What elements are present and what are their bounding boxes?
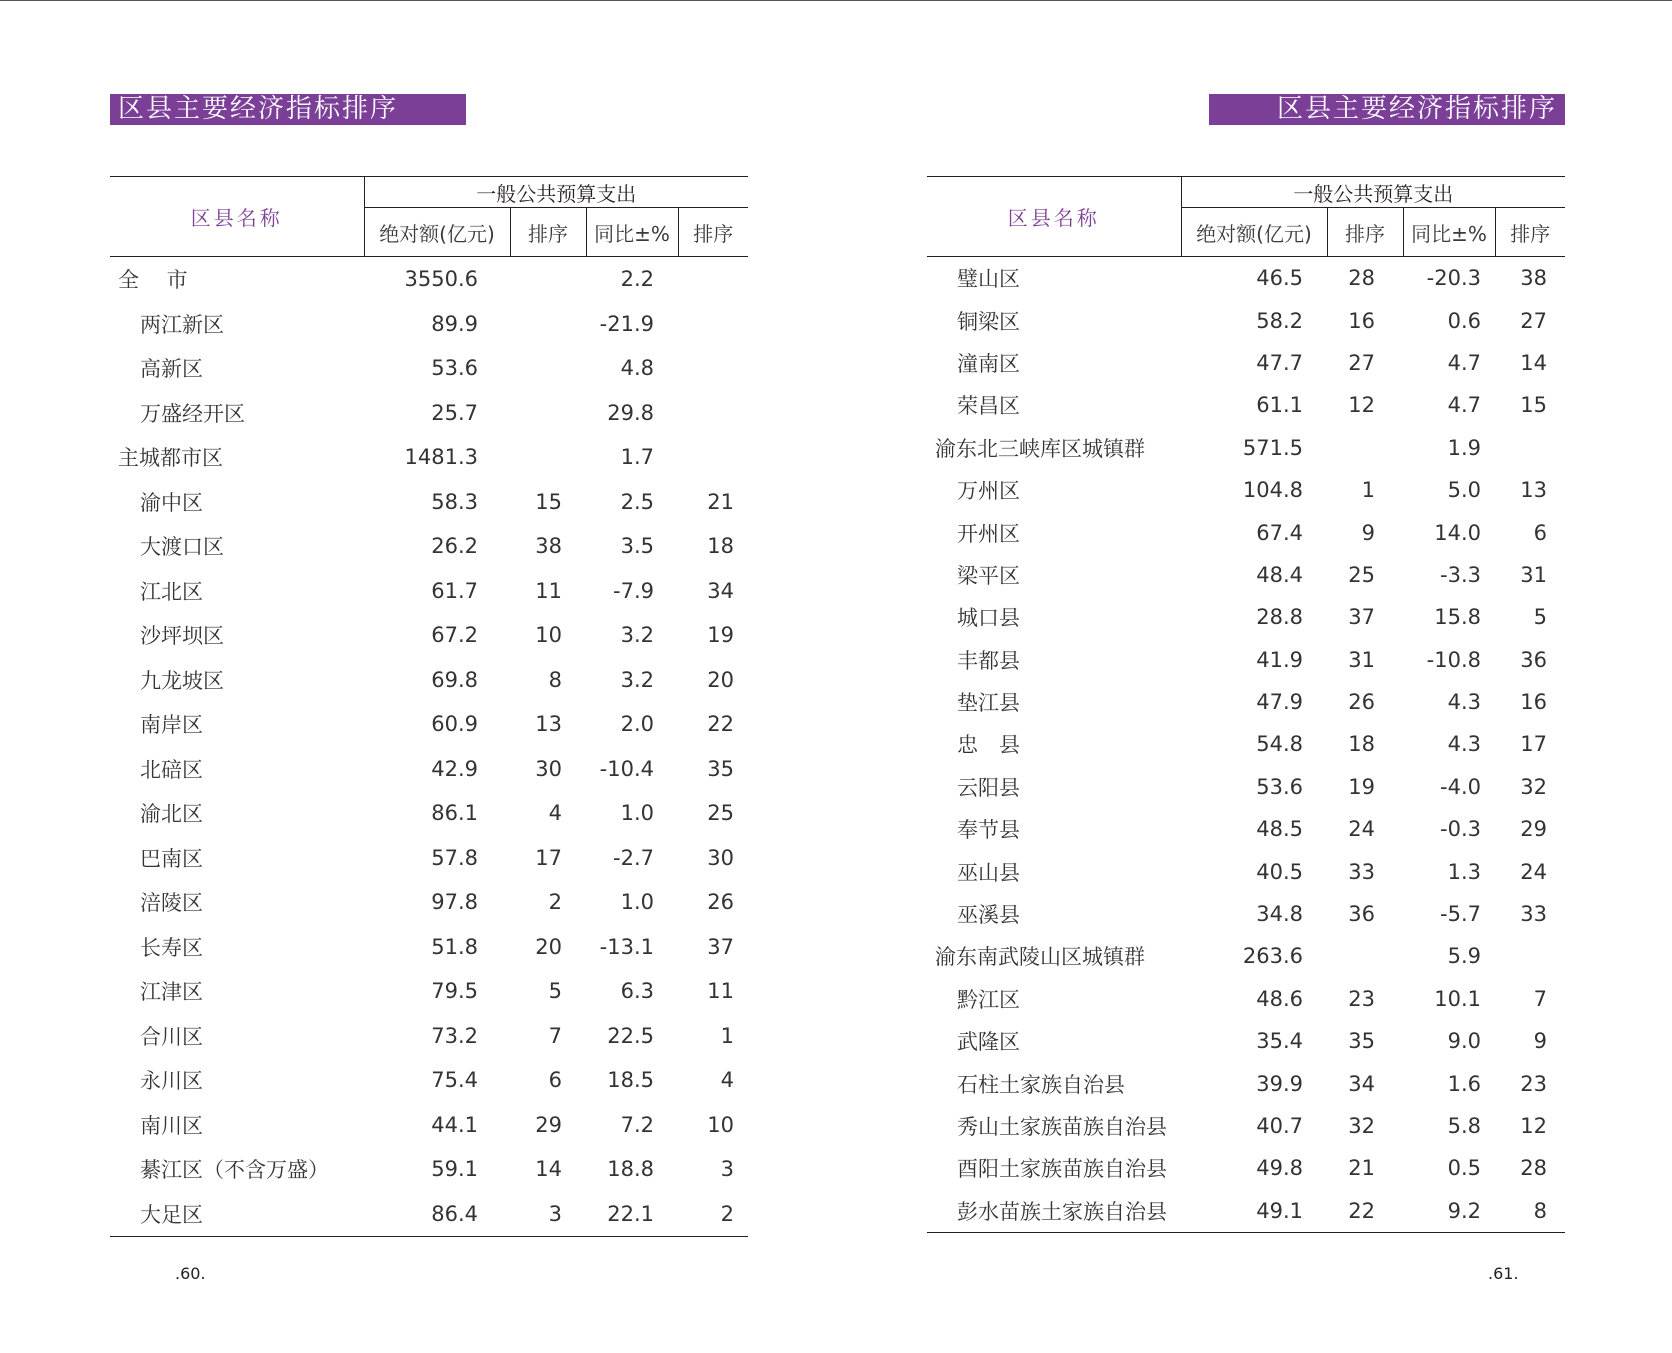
yoy-change-cell: 4.7 xyxy=(1447,350,1481,375)
column-header-rank: 排序 xyxy=(510,208,586,257)
rank-cell: 16 xyxy=(1348,308,1375,333)
absolute-amount-cell: 58.3 xyxy=(431,489,478,514)
district-name-cell: 开州区 xyxy=(957,521,1020,546)
rank-cell: 37 xyxy=(1348,605,1375,630)
absolute-amount-cell: 58.2 xyxy=(1256,308,1303,333)
table-row xyxy=(927,978,1565,1020)
district-name-cell: 江津区 xyxy=(140,980,203,1005)
yoy-change-cell: 0.6 xyxy=(1447,308,1481,333)
absolute-amount-cell: 49.1 xyxy=(1181,1190,1327,1233)
rank-cell: 33 xyxy=(1348,859,1375,884)
district-name-cell: 垫江县 xyxy=(957,691,1020,716)
rank-cell: 24 xyxy=(1348,817,1375,842)
yoy-change-cell: -3.3 xyxy=(1440,562,1481,587)
absolute-amount-cell: 67.4 xyxy=(1256,520,1303,545)
absolute-amount-cell: 42.9 xyxy=(431,756,478,781)
table-row xyxy=(927,257,1565,300)
absolute-amount-cell: 44.1 xyxy=(431,1112,478,1137)
table-row xyxy=(110,435,748,480)
rank-cell: 37 xyxy=(707,934,734,959)
district-name-cell: 万盛经开区 xyxy=(140,401,245,426)
table-body xyxy=(927,257,1565,1233)
rank-cell: 5 xyxy=(1533,605,1547,630)
table-row xyxy=(110,302,748,347)
table-row xyxy=(110,1147,748,1192)
rank-cell: 5 xyxy=(548,979,562,1004)
rank-cell: 19 xyxy=(1348,774,1375,799)
district-name-cell: 巫山县 xyxy=(957,860,1020,885)
yoy-change-cell: 5.0 xyxy=(1447,478,1481,503)
yoy-change-cell: -10.8 xyxy=(1426,647,1481,672)
district-name-cell: 主城都市区 xyxy=(118,446,223,471)
district-name-cell: 梁平区 xyxy=(957,563,1020,588)
rank-cell: 1 xyxy=(1361,478,1375,503)
rank-cell: 36 xyxy=(1348,902,1375,927)
table-row xyxy=(110,880,748,925)
page-number: .60. xyxy=(175,1264,206,1283)
table-row xyxy=(110,346,748,391)
district-name-cell: 江北区 xyxy=(140,579,203,604)
rank-cell: 16 xyxy=(1520,690,1547,715)
table-row xyxy=(927,1105,1565,1147)
rank-cell: 12 xyxy=(1348,393,1375,418)
column-header-name: 区县名称 xyxy=(110,177,364,257)
table-row xyxy=(110,257,748,302)
absolute-amount-cell: 28.8 xyxy=(1256,605,1303,630)
rank-cell: 10 xyxy=(707,1112,734,1137)
district-name-cell: 石柱土家族自治县 xyxy=(957,1072,1125,1097)
rank-cell: 35 xyxy=(707,756,734,781)
rank-cell: 31 xyxy=(1520,562,1547,587)
yoy-change-cell: 3.2 xyxy=(620,667,654,692)
rank-cell: 35 xyxy=(1348,1029,1375,1054)
table-row xyxy=(110,1103,748,1148)
table-row xyxy=(927,808,1565,850)
yoy-change-cell: 3.5 xyxy=(620,534,654,559)
district-name-cell: 南川区 xyxy=(140,1113,203,1138)
absolute-amount-cell: 48.5 xyxy=(1256,817,1303,842)
yoy-change-cell: 1.0 xyxy=(620,801,654,826)
absolute-amount-cell: 69.8 xyxy=(431,667,478,692)
district-name-cell: 高新区 xyxy=(140,357,203,382)
rank-cell: 27 xyxy=(1520,308,1547,333)
yoy-change-cell: 7.2 xyxy=(620,1112,654,1137)
rank-cell: 11 xyxy=(535,578,562,603)
absolute-amount-cell: 39.9 xyxy=(1256,1071,1303,1096)
column-header-rank: 排序 xyxy=(1495,208,1565,257)
district-name-cell: 黔江区 xyxy=(957,987,1020,1012)
yoy-change-cell: 2.2 xyxy=(620,267,654,292)
column-header-rank: 排序 xyxy=(678,208,748,257)
rank-cell: 4 xyxy=(720,1068,734,1093)
district-name-cell: 北碚区 xyxy=(140,757,203,782)
rank-cell xyxy=(678,391,748,436)
yoy-change-cell: 1.0 xyxy=(620,890,654,915)
absolute-amount-cell: 89.9 xyxy=(431,311,478,336)
district-name-cell: 巫溪县 xyxy=(957,903,1020,928)
absolute-amount-cell: 86.1 xyxy=(431,801,478,826)
district-name-cell: 彭水苗族土家族自治县 xyxy=(927,1190,1181,1233)
rank-cell: 26 xyxy=(1348,690,1375,715)
district-name-cell: 璧山区 xyxy=(957,267,1020,292)
table-row xyxy=(927,554,1565,596)
rank-cell: 29 xyxy=(1520,817,1547,842)
absolute-amount-cell: 51.8 xyxy=(431,934,478,959)
district-name-cell: 九龙坡区 xyxy=(140,668,224,693)
rank-cell: 7 xyxy=(548,1023,562,1048)
rank-cell: 30 xyxy=(535,756,562,781)
district-name-cell: 武隆区 xyxy=(957,1030,1020,1055)
table-row xyxy=(927,1190,1565,1233)
rank-cell: 3 xyxy=(510,1192,586,1237)
rank-cell: 14 xyxy=(535,1157,562,1182)
yoy-change-cell: 1.7 xyxy=(620,445,654,470)
absolute-amount-cell: 25.7 xyxy=(431,400,478,425)
absolute-amount-cell: 26.2 xyxy=(431,534,478,559)
rank-cell xyxy=(1327,935,1403,977)
rank-cell xyxy=(510,391,586,436)
yoy-change-cell: 15.8 xyxy=(1434,605,1481,630)
rank-cell: 6 xyxy=(548,1068,562,1093)
column-header-rank: 排序 xyxy=(1327,208,1403,257)
table-row xyxy=(927,1020,1565,1062)
rank-cell xyxy=(1495,935,1565,977)
rank-cell xyxy=(510,257,586,302)
absolute-amount-cell: 75.4 xyxy=(431,1068,478,1093)
yoy-change-cell: 5.8 xyxy=(1447,1114,1481,1138)
rank-cell xyxy=(678,435,748,480)
rank-cell xyxy=(510,302,586,347)
absolute-amount-cell: 97.8 xyxy=(431,890,478,915)
absolute-amount-cell: 571.5 xyxy=(1242,435,1303,460)
rank-cell: 32 xyxy=(1348,1114,1375,1138)
district-name-cell: 永川区 xyxy=(140,1069,203,1094)
absolute-amount-cell: 35.4 xyxy=(1256,1029,1303,1054)
district-name-cell: 云阳县 xyxy=(957,775,1020,800)
page-number: .61. xyxy=(1488,1264,1519,1283)
rank-cell: 15 xyxy=(1520,393,1547,418)
rank-cell xyxy=(510,435,586,480)
absolute-amount-cell: 40.5 xyxy=(1256,859,1303,884)
rank-cell: 3 xyxy=(720,1157,734,1182)
table-row xyxy=(927,427,1565,469)
rank-cell: 38 xyxy=(1520,266,1547,291)
district-name-cell: 荣昌区 xyxy=(957,394,1020,419)
table-row xyxy=(927,723,1565,765)
rank-cell: 6 xyxy=(1533,520,1547,545)
column-header-yoy: 同比±% xyxy=(1403,208,1495,257)
district-name-cell: 全 市 xyxy=(118,268,188,293)
rank-cell xyxy=(510,346,586,391)
budget-table-left xyxy=(110,176,748,1237)
absolute-amount-cell: 41.9 xyxy=(1256,647,1303,672)
district-name-cell: 奉节县 xyxy=(957,818,1020,843)
rank-cell xyxy=(678,346,748,391)
budget-table-right xyxy=(927,176,1565,1233)
table-row xyxy=(110,1014,748,1059)
table-row xyxy=(927,511,1565,553)
yoy-change-cell: 4.3 xyxy=(1447,690,1481,715)
rank-cell: 8 xyxy=(1495,1190,1565,1233)
rank-cell: 18 xyxy=(1348,732,1375,757)
district-name-cell: 丰都县 xyxy=(957,648,1020,673)
rank-cell: 24 xyxy=(1520,859,1547,884)
rank-cell xyxy=(678,257,748,302)
column-group-header: 一般公共预算支出 xyxy=(364,177,748,208)
yoy-change-cell: 5.9 xyxy=(1447,944,1481,969)
rank-cell: 13 xyxy=(535,712,562,737)
district-name-cell: 铜梁区 xyxy=(957,309,1020,334)
absolute-amount-cell: 79.5 xyxy=(431,979,478,1004)
rank-cell: 38 xyxy=(535,534,562,559)
table-row xyxy=(927,384,1565,426)
absolute-amount-cell: 48.6 xyxy=(1256,986,1303,1011)
yoy-change-cell: 2.0 xyxy=(620,712,654,737)
rank-cell: 12 xyxy=(1520,1114,1547,1138)
rank-cell: 34 xyxy=(1348,1071,1375,1096)
column-header-absolute: 绝对额(亿元) xyxy=(364,208,510,257)
rank-cell xyxy=(1495,427,1565,469)
yoy-change-cell: -7.9 xyxy=(613,578,654,603)
column-header-absolute: 绝对额(亿元) xyxy=(1181,208,1327,257)
district-name-cell: 两江新区 xyxy=(140,312,224,337)
rank-cell: 25 xyxy=(1348,562,1375,587)
table-row xyxy=(110,1192,748,1237)
rank-cell xyxy=(1327,427,1403,469)
rank-cell: 25 xyxy=(707,801,734,826)
yoy-change-cell: 2.5 xyxy=(620,489,654,514)
table-row xyxy=(110,791,748,836)
table-row xyxy=(927,342,1565,384)
column-group-header: 一般公共预算支出 xyxy=(1181,177,1565,208)
table-row xyxy=(927,1147,1565,1189)
absolute-amount-cell: 57.8 xyxy=(431,845,478,870)
rank-cell: 19 xyxy=(707,623,734,648)
table-row xyxy=(927,893,1565,935)
rank-cell: 22 xyxy=(707,712,734,737)
rank-cell: 22 xyxy=(1327,1190,1403,1233)
yoy-change-cell: 22.1 xyxy=(586,1192,678,1237)
table-row xyxy=(110,836,748,881)
yoy-change-cell: 9.2 xyxy=(1403,1190,1495,1233)
yoy-change-cell: -20.3 xyxy=(1426,266,1481,291)
yoy-change-cell: 18.5 xyxy=(607,1068,654,1093)
yoy-change-cell: 4.7 xyxy=(1447,393,1481,418)
yoy-change-cell: -21.9 xyxy=(599,311,654,336)
absolute-amount-cell: 73.2 xyxy=(431,1023,478,1048)
district-name-cell: 秀山土家族苗族自治县 xyxy=(957,1115,1167,1139)
district-name-cell: 涪陵区 xyxy=(140,891,203,916)
district-name-cell: 渝东南武陵山区城镇群 xyxy=(935,945,1145,970)
yoy-change-cell: 9.0 xyxy=(1447,1029,1481,1054)
yoy-change-cell: 4.3 xyxy=(1447,732,1481,757)
yoy-change-cell: -13.1 xyxy=(599,934,654,959)
rank-cell: 29 xyxy=(535,1112,562,1137)
rank-cell: 28 xyxy=(1520,1156,1547,1181)
rank-cell: 2 xyxy=(548,890,562,915)
district-name-cell: 大渡口区 xyxy=(140,535,224,560)
rank-cell: 8 xyxy=(548,667,562,692)
yoy-change-cell: 22.5 xyxy=(607,1023,654,1048)
district-name-cell: 沙坪坝区 xyxy=(140,624,224,649)
rank-cell: 15 xyxy=(535,489,562,514)
table-row xyxy=(110,613,748,658)
table-row xyxy=(110,480,748,525)
table-row xyxy=(927,299,1565,341)
yoy-change-cell: 6.3 xyxy=(620,979,654,1004)
table-row xyxy=(110,391,748,436)
rank-cell: 31 xyxy=(1348,647,1375,672)
rank-cell: 1 xyxy=(720,1023,734,1048)
rank-cell: 30 xyxy=(707,845,734,870)
absolute-amount-cell: 263.6 xyxy=(1242,944,1303,969)
yoy-change-cell: 0.5 xyxy=(1447,1156,1481,1181)
rank-cell: 17 xyxy=(535,845,562,870)
rank-cell: 32 xyxy=(1520,774,1547,799)
absolute-amount-cell: 53.6 xyxy=(431,356,478,381)
rank-cell: 28 xyxy=(1348,266,1375,291)
absolute-amount-cell: 46.5 xyxy=(1256,266,1303,291)
rank-cell: 21 xyxy=(707,489,734,514)
absolute-amount-cell: 53.6 xyxy=(1256,774,1303,799)
absolute-amount-cell: 3550.6 xyxy=(404,267,478,292)
yoy-change-cell: 14.0 xyxy=(1434,520,1481,545)
table-row xyxy=(927,681,1565,723)
rank-cell: 11 xyxy=(707,979,734,1004)
absolute-amount-cell: 48.4 xyxy=(1256,562,1303,587)
rank-cell: 34 xyxy=(707,578,734,603)
table-row xyxy=(927,596,1565,638)
rank-cell: 10 xyxy=(535,623,562,648)
absolute-amount-cell: 1481.3 xyxy=(404,445,478,470)
absolute-amount-cell: 61.1 xyxy=(1256,393,1303,418)
district-name-cell: 酉阳土家族苗族自治县 xyxy=(957,1157,1167,1182)
table-row xyxy=(110,925,748,970)
absolute-amount-cell: 67.2 xyxy=(431,623,478,648)
absolute-amount-cell: 60.9 xyxy=(431,712,478,737)
page-left xyxy=(110,0,748,1353)
district-name-cell: 渝东北三峡库区城镇群 xyxy=(935,436,1145,461)
table-row xyxy=(927,469,1565,511)
district-name-cell: 巴南区 xyxy=(140,846,203,871)
district-name-cell: 大足区 xyxy=(110,1192,364,1237)
rank-cell: 9 xyxy=(1533,1029,1547,1054)
absolute-amount-cell: 49.8 xyxy=(1256,1156,1303,1181)
rank-cell: 21 xyxy=(1348,1156,1375,1181)
absolute-amount-cell: 47.9 xyxy=(1256,690,1303,715)
absolute-amount-cell: 61.7 xyxy=(431,578,478,603)
yoy-change-cell: -0.3 xyxy=(1440,817,1481,842)
yoy-change-cell: 10.1 xyxy=(1434,986,1481,1011)
district-name-cell: 渝北区 xyxy=(140,802,203,827)
rank-cell: 23 xyxy=(1520,1071,1547,1096)
table-row xyxy=(927,639,1565,681)
rank-cell: 17 xyxy=(1520,732,1547,757)
district-name-cell: 合川区 xyxy=(140,1024,203,1049)
rank-cell: 18 xyxy=(707,534,734,559)
yoy-change-cell: 3.2 xyxy=(620,623,654,648)
table-row xyxy=(110,1058,748,1103)
rank-cell: 7 xyxy=(1533,986,1547,1011)
table-row xyxy=(110,658,748,703)
district-name-cell: 城口县 xyxy=(957,606,1020,631)
column-header-yoy: 同比±% xyxy=(586,208,678,257)
district-name-cell: 渝中区 xyxy=(140,490,203,515)
section-title: 区县主要经济指标排序 xyxy=(110,94,466,125)
table-row xyxy=(110,969,748,1014)
table-row xyxy=(927,935,1565,977)
section-title: 区县主要经济指标排序 xyxy=(1209,94,1565,125)
yoy-change-cell: -5.7 xyxy=(1440,902,1481,927)
rank-cell: 23 xyxy=(1348,986,1375,1011)
yoy-change-cell: 1.6 xyxy=(1447,1071,1481,1096)
rank-cell: 13 xyxy=(1520,478,1547,503)
rank-cell: 2 xyxy=(678,1192,748,1237)
district-name-cell: 长寿区 xyxy=(140,935,203,960)
rank-cell: 4 xyxy=(548,801,562,826)
rank-cell: 9 xyxy=(1361,520,1375,545)
absolute-amount-cell: 47.7 xyxy=(1256,350,1303,375)
rank-cell: 33 xyxy=(1520,902,1547,927)
absolute-amount-cell: 40.7 xyxy=(1256,1114,1303,1138)
table-row xyxy=(927,766,1565,808)
rank-cell: 20 xyxy=(707,667,734,692)
table-row xyxy=(927,1062,1565,1104)
rank-cell: 20 xyxy=(535,934,562,959)
absolute-amount-cell: 59.1 xyxy=(431,1157,478,1182)
absolute-amount-cell: 86.4 xyxy=(364,1192,510,1237)
absolute-amount-cell: 104.8 xyxy=(1242,478,1303,503)
rank-cell xyxy=(678,302,748,347)
yoy-change-cell: -2.7 xyxy=(613,845,654,870)
yoy-change-cell: -10.4 xyxy=(599,756,654,781)
district-name-cell: 南岸区 xyxy=(140,713,203,738)
yoy-change-cell: 29.8 xyxy=(607,400,654,425)
table-row xyxy=(110,524,748,569)
absolute-amount-cell: 54.8 xyxy=(1256,732,1303,757)
page-right xyxy=(927,0,1565,1353)
district-name-cell: 潼南区 xyxy=(957,351,1020,376)
absolute-amount-cell: 34.8 xyxy=(1256,902,1303,927)
district-name-cell: 万州区 xyxy=(957,479,1020,504)
table-body xyxy=(110,257,748,1237)
table-row xyxy=(110,702,748,747)
rank-cell: 26 xyxy=(707,890,734,915)
yoy-change-cell: 1.9 xyxy=(1447,435,1481,460)
rank-cell: 36 xyxy=(1520,647,1547,672)
yoy-change-cell: 18.8 xyxy=(607,1157,654,1182)
table-row xyxy=(110,747,748,792)
yoy-change-cell: -4.0 xyxy=(1440,774,1481,799)
yoy-change-cell: 1.3 xyxy=(1447,859,1481,884)
district-name-cell: 忠 县 xyxy=(957,733,1020,758)
rank-cell: 27 xyxy=(1348,350,1375,375)
column-header-name: 区县名称 xyxy=(927,177,1181,257)
table-row xyxy=(110,569,748,614)
yoy-change-cell: 4.8 xyxy=(620,356,654,381)
district-name-cell: 綦江区（不含万盛） xyxy=(140,1158,329,1183)
table-row xyxy=(927,850,1565,892)
rank-cell: 14 xyxy=(1520,350,1547,375)
